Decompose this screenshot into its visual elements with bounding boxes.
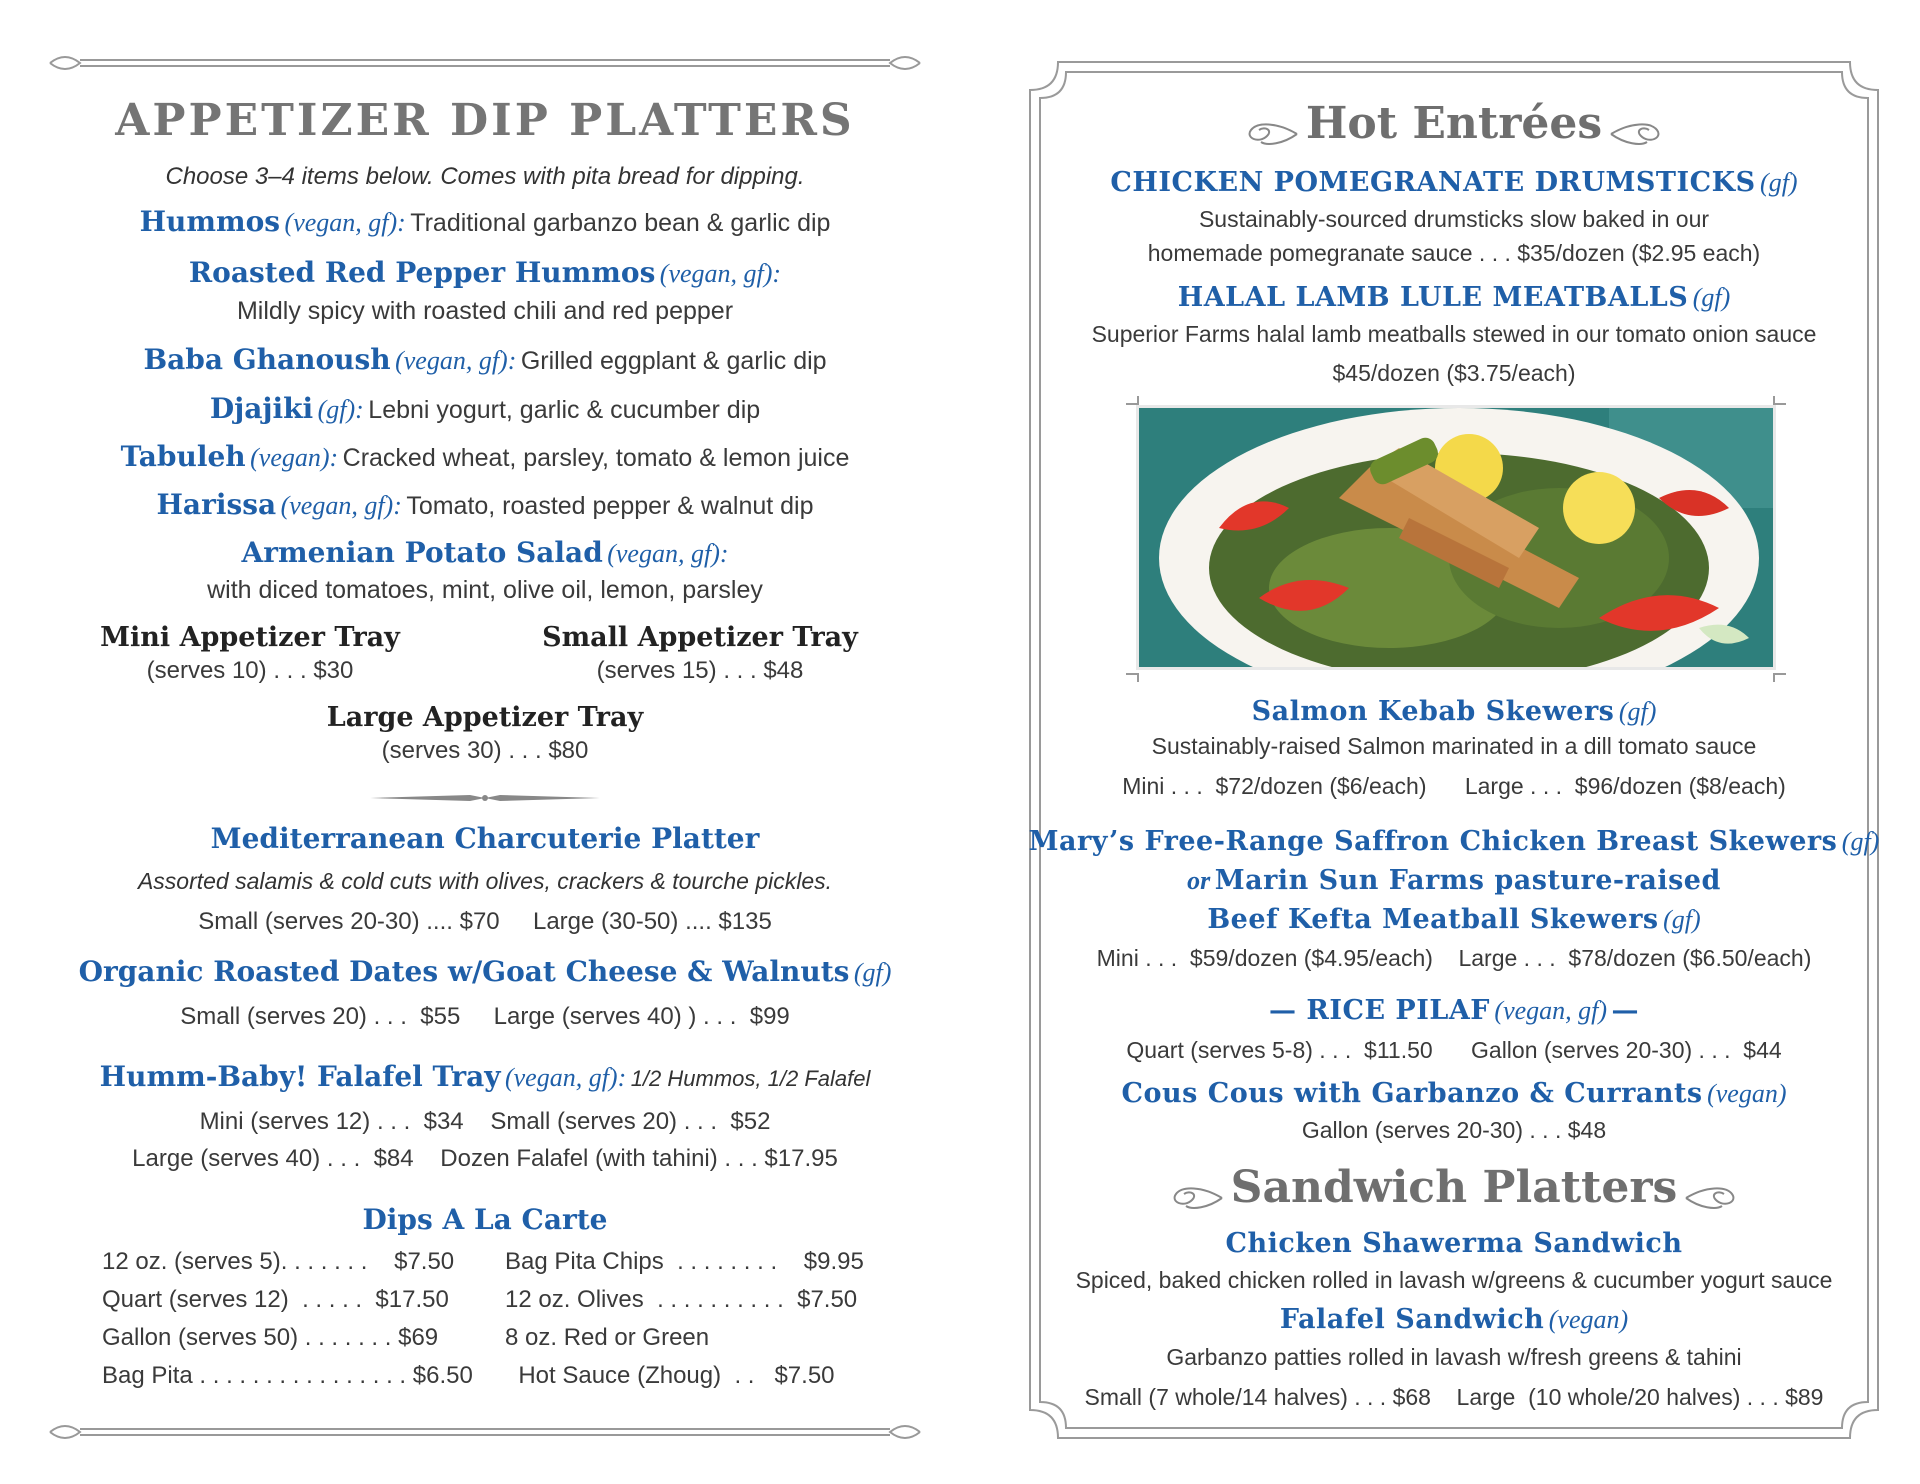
rice-pilaf-title: — RICE PILAF: [1268, 995, 1490, 1026]
drumsticks-title: CHICKEN POMEGRANATE DRUMSTICKS: [1110, 167, 1756, 198]
dip-desc: Cracked wheat, parsley, tomato & lemon juice: [342, 444, 850, 472]
beef-kefta-subheading: [1028, 865, 1880, 896]
tray-price: (serves 30) . . . $80: [381, 737, 589, 764]
beef-kefta-heading: [1028, 904, 1880, 935]
alacarte-item: 12 oz. Olives . . . . . . . . . . $7.50: [505, 1286, 858, 1313]
appetizer-subtitle: Choose 3–4 items below. Comes with pita bread for dipping.: [165, 163, 805, 190]
couscous-price: Gallon (serves 20-30) . . . $48: [1301, 1117, 1607, 1143]
rice-pilaf-end: —: [1611, 995, 1639, 1026]
dates-price: Small (serves 20) . . . $55 Large (serves 40) ) . . . $99: [180, 1003, 790, 1030]
bottom-ornamental-rule: [40, 1417, 930, 1447]
hot-entrees-title: Hot Entrées: [1305, 98, 1603, 149]
or-connector: or: [1187, 866, 1211, 895]
divider-ornament: [370, 790, 600, 806]
dip-tag: (vegan, gf):: [395, 346, 517, 375]
chicken-skewers-heading: [1028, 826, 1880, 857]
meatballs-desc: Superior Farms halal lamb meatballs stewed in our tomato onion sauce: [1091, 321, 1817, 347]
dip-hummos: [40, 205, 930, 238]
dip-tag: (vegan):: [250, 443, 339, 472]
appetizer-title: APPETIZER DIP PLATTERS: [115, 95, 855, 146]
photo-frame-corners: [1124, 394, 1788, 684]
alacarte-item: Hot Sauce (Zhoug) . . $7.50: [505, 1362, 835, 1389]
couscous-heading: [1028, 1078, 1880, 1109]
falafel-tray-price-1: Mini (serves 12) . . . $34 Small (serves 20) . . . $52: [199, 1108, 771, 1135]
dip-desc: Grilled eggplant & garlic dip: [520, 347, 827, 375]
charcuterie-price: Small (serves 20-30) .... $70 Large (30-50) .... $135: [198, 908, 772, 935]
dip-name: Djajiki: [209, 392, 314, 425]
swirl-right-icon: [1682, 1184, 1746, 1212]
falafel-tray-tag: (vegan, gf):: [504, 1063, 627, 1092]
sandwich-price: Small (7 whole/14 halves) . . . $68 Large (10 whole/20 halves) . . . $89: [1084, 1384, 1824, 1410]
dip-tag: (vegan, gf):: [284, 208, 406, 237]
rice-pilaf-heading: [1028, 995, 1880, 1026]
alacarte-item: Bag Pita Chips . . . . . . . . $9.95: [505, 1248, 864, 1275]
dates-heading: [40, 955, 930, 988]
alacarte-item: Quart (serves 12) . . . . . $17.50: [102, 1286, 449, 1313]
salmon-heading: [1028, 696, 1880, 727]
skewers-price: Mini . . . $59/dozen ($4.95/each) Large . . . $78/dozen ($6.50/each): [1096, 945, 1812, 971]
tray-mini: [100, 622, 400, 685]
alacarte-title: Dips A La Carte: [362, 1203, 608, 1236]
tray-price: (serves 10) . . . $30: [146, 657, 354, 684]
tray-small: [540, 622, 860, 685]
falafel-sandwich-desc: Garbanzo patties rolled in lavash w/fresh greens & tahini: [1166, 1344, 1742, 1370]
salmon-title: Salmon Kebab Skewers: [1251, 696, 1615, 727]
tray-large: [40, 702, 930, 765]
drumsticks-tag: (gf): [1760, 168, 1798, 197]
falafel-sandwich-tag: (vegan): [1548, 1305, 1629, 1334]
meatballs-heading: [1028, 282, 1880, 313]
dip-djajiki: [40, 392, 930, 425]
meatballs-title: HALAL LAMB LULE MEATBALLS: [1177, 282, 1689, 313]
dip-tabuleh: [40, 440, 930, 473]
dip-tag: (vegan, gf):: [607, 539, 729, 568]
swirl-right-icon: [1607, 120, 1671, 148]
couscous-tag: (vegan): [1707, 1079, 1787, 1108]
falafel-tray-heading: [40, 1060, 930, 1093]
dip-desc: Lebni yogurt, garlic & cucumber dip: [368, 396, 761, 424]
dip-desc: Mildly spicy with roasted chili and red pepper: [236, 297, 734, 325]
top-ornamental-rule: [40, 48, 930, 78]
tray-price: (serves 15) . . . $48: [596, 657, 804, 684]
shawerma-desc: Spiced, baked chicken rolled in lavash w/greens & cucumber yogurt sauce: [1075, 1267, 1833, 1293]
sandwich-title: Sandwich Platters: [1230, 1162, 1678, 1213]
drumsticks-price: homemade pomegranate sauce . . . $35/dozen ($2.95 each): [1147, 240, 1761, 266]
dip-name: Roasted Red Pepper Hummos: [188, 256, 656, 289]
dip-harissa: [40, 488, 930, 521]
charcuterie-desc: Assorted salamis & cold cuts with olives, crackers & tourche pickles.: [137, 868, 833, 894]
falafel-tray-note: 1/2 Hummos, 1/2 Falafel: [630, 1066, 871, 1091]
dip-tag: (gf):: [317, 395, 364, 424]
dip-name: Baba Ghanoush: [143, 343, 391, 376]
dip-desc: Tomato, roasted pepper & walnut dip: [406, 492, 814, 520]
salmon-desc: Sustainably-raised Salmon marinated in a dill tomato sauce: [1151, 733, 1757, 759]
chicken-skewers-tag: (gf): [1841, 827, 1880, 856]
sandwich-heading: [1028, 1162, 1880, 1213]
tray-name: Large Appetizer Tray: [326, 702, 644, 733]
drumsticks-desc: Sustainably-sourced drumsticks slow baked in our: [1198, 206, 1710, 232]
dip-name: Tabuleh: [120, 440, 246, 473]
dip-name: Harissa: [156, 488, 277, 521]
salmon-tag: (gf): [1618, 697, 1657, 726]
alacarte-item: 12 oz. (serves 5). . . . . . . $7.50: [102, 1248, 455, 1275]
dip-baba-ghanoush: [40, 343, 930, 376]
falafel-tray-title: Humm-Baby! Falafel Tray: [99, 1060, 501, 1093]
dip-tag: (vegan, gf):: [659, 259, 782, 288]
dip-roasted-red-pepper-hummos: [40, 256, 930, 289]
hot-entrees-heading: [1028, 98, 1880, 149]
meatballs-price: $45/dozen ($3.75/each): [1332, 360, 1576, 386]
alacarte-item: Gallon (serves 50) . . . . . . . $69: [102, 1324, 439, 1351]
chicken-skewers-title: Mary’s Free-Range Saffron Chicken Breast Skewers: [1028, 826, 1838, 857]
alacarte-item: 8 oz. Red or Green: [505, 1324, 710, 1351]
couscous-title: Cous Cous with Garbanzo & Currants: [1121, 1078, 1703, 1109]
entrees-panel: [1028, 60, 1880, 1440]
dip-desc: with diced tomatoes, mint, olive oil, lemon, parsley: [207, 576, 763, 604]
swirl-left-icon: [1237, 120, 1301, 148]
falafel-sandwich-title: Falafel Sandwich: [1279, 1304, 1545, 1335]
tray-name: Small Appetizer Tray: [542, 622, 858, 653]
dip-desc: Traditional garbanzo bean & garlic dip: [410, 209, 831, 237]
swirl-left-icon: [1162, 1184, 1226, 1212]
beef-kefta-title: Beef Kefta Meatball Skewers: [1207, 904, 1659, 935]
falafel-sandwich-heading: [1028, 1304, 1880, 1335]
meatballs-tag: (gf): [1692, 283, 1731, 312]
charcuterie-title: Mediterranean Charcuterie Platter: [210, 822, 760, 855]
tray-name: Mini Appetizer Tray: [100, 622, 400, 653]
marin-sun-farms-title: Marin Sun Farms pasture-raised: [1214, 865, 1721, 896]
dip-armenian-potato-salad: [40, 536, 930, 569]
rice-pilaf-tag: (vegan, gf): [1494, 996, 1608, 1025]
falafel-tray-price-2: Large (serves 40) . . . $84 Dozen Falafel (with tahini) . . . $17.95: [132, 1145, 838, 1172]
dates-title: Organic Roasted Dates w/Goat Cheese & Walnuts: [78, 955, 850, 988]
dip-name: Armenian Potato Salad: [241, 536, 603, 569]
dip-name: Hummos: [139, 205, 281, 238]
dates-tag: (gf): [853, 958, 892, 987]
beef-kefta-tag: (gf): [1663, 905, 1701, 934]
dip-tag: (vegan, gf):: [280, 491, 402, 520]
rice-pilaf-price: Quart (serves 5-8) . . . $11.50 Gallon (serves 20-30) . . . $44: [1126, 1037, 1782, 1063]
drumsticks-heading: [1028, 167, 1880, 198]
alacarte-item: Bag Pita . . . . . . . . . . . . . . . . $6.50: [102, 1362, 473, 1389]
shawerma-title: Chicken Shawerma Sandwich: [1225, 1228, 1683, 1259]
salmon-price: Mini . . . $72/dozen ($6/each) Large . . . $96/dozen ($8/each): [1122, 773, 1786, 799]
